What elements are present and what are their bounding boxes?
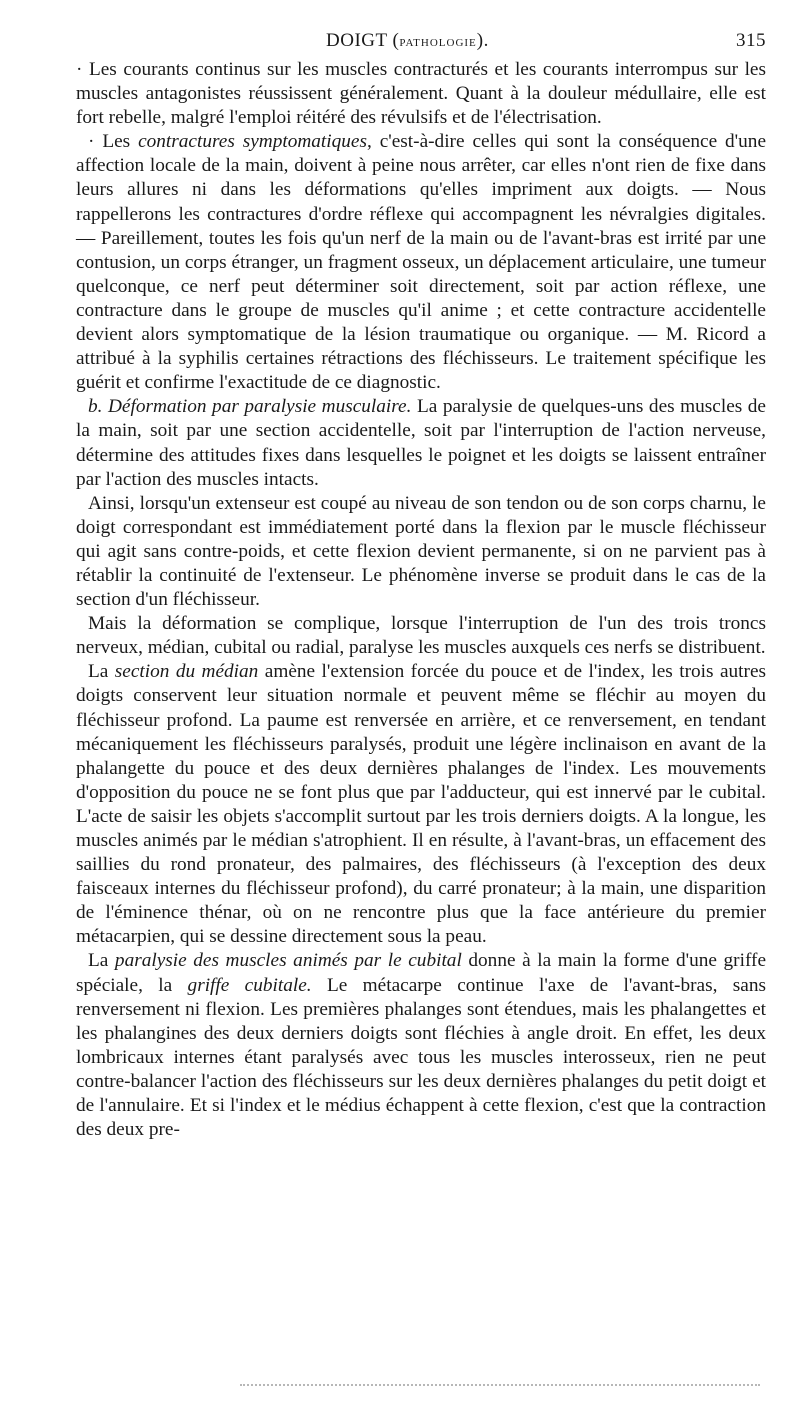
text-run: Mais la déformation se complique, lorsque l'interruption de l'un des trois troncs nerveux, médian, cubital ou radial, paralyse les muscles auxquels ces nerfs se distribuent. <box>76 613 766 659</box>
paragraph <box>76 949 766 1142</box>
document-page <box>76 30 766 1142</box>
text-run: donne à la main la forme d'une griffe spéciale, la <box>76 950 766 996</box>
italic-text: section du médian <box>114 661 259 683</box>
paragraph <box>76 660 766 949</box>
running-title <box>326 30 489 52</box>
title-end: ). <box>476 30 489 51</box>
text-run: La paralysie de quelques-uns des muscles de la main, soit par une section accidentelle, soit par l'interruption de l'action nerveuse, détermine des attitudes fixes dans lesquelles le poignet et les doigts se laissent entraîner par l'action des muscles intacts. <box>76 396 766 490</box>
running-header <box>76 30 766 58</box>
paragraph <box>76 492 766 612</box>
text-run: Ainsi, lorsqu'un extenseur est coupé au niveau de son tendon ou de son corps charnu, le doigt correspondant est immédiatement porté dans la flexion par le muscle fléchisseur qui agit sans contre-poids, et cette flexion devient permanente, si on ne parvient pas à rétablir la continuité de l'extenseur. Le phénomène inverse se produit dans le cas de la section d'un fléchisseur. <box>76 492 766 611</box>
paragraph <box>76 130 766 395</box>
italic-text: b. Déformation par paralysie musculaire. <box>88 396 412 418</box>
title-main: DOIGT ( <box>326 30 400 51</box>
document-body <box>76 58 766 1142</box>
footer-rule <box>240 1384 760 1389</box>
paragraph <box>76 58 766 130</box>
text-run: La <box>88 661 115 683</box>
italic-text: griffe cubitale. <box>187 974 312 996</box>
paragraph <box>76 612 766 660</box>
text-run: , c'est-à-dire celles qui sont la conséquence d'une affection locale de la main, doivent à peine nous arrêter, car elles n'ont rien de fixe dans leurs allures ni dans les déformations qu'elles impriment aux doigts. — Nous rappellerons les contractures d'ordre réflexe qui accompagnent les névralgies digitales. — Pareillement, toutes les fois qu'un nerf de la main ou de l'avant-bras est irrité par une contusion, un corps étranger, un fragment osseux, un déplacement articulaire, une tumeur quelconque, ce nerf peut déterminer soit directement, soit par action réflexe, une contracture dans le groupe de muscles qu'il anime ; et cette contracture accidentelle devient alors symptomatique de la lésion traumatique ou organique. — M. Ricord a attribué à la syphilis certaines rétractions des fléchisseurs. Le traitement spécifique les guérit et confirme l'exactitude de ce diagnostic. <box>76 131 766 394</box>
title-smallcaps: pathologie <box>399 34 477 50</box>
page-number: 315 <box>736 30 766 51</box>
text-run: Le métacarpe continue l'axe de l'avant-bras, sans renversement ni flexion. Les premières phalanges sont étendues, mais les phalangettes et les phalangines des deux derniers doigts sont fléchies à angle droit. En effet, les deux lombricaux internes étant paralysés avec tous les muscles interosseux, rien ne peut contre-balancer l'action des fléchisseurs sur les deux dernières phalanges du petit doigt et de l'annulaire. Et si l'index et le médius échappent à cette flexion, c'est que la contraction des deux pre- <box>76 974 766 1141</box>
text-run: · Les <box>88 131 139 153</box>
text-run: amène l'extension forcée du pouce et de l'index, les trois autres doigts conservent leur situation normale et peuvent même se fléchir au moyen du fléchisseur profond. La paume est renversée en arrière, et ce renversement, en tendant mécaniquement les fléchisseurs paralysés, produit une légère inclinaison en avant de la phalangette du pouce et des deux dernières phalanges de l'index. Les mouvements d'opposition du pouce ne se font plus que par l'adducteur, qui est innervé par le cubital. L'acte de saisir les objets s'accomplit surtout par les trois derniers doigts. A la longue, les muscles animés par le médian s'atrophient. Il en résulte, à l'avant-bras, un effacement des saillies du rond pronateur, des palmaires, des fléchisseurs (à l'exception des deux faisceaux internes du fléchisseur profond), du carré pronateur; à la main, une disparition de l'éminence thénar, où on ne rencontre plus que la face antérieure du premier métacarpien, qui se dessine directement sous la peau. <box>76 661 767 948</box>
paragraph <box>76 395 766 491</box>
text-run: La <box>88 950 115 972</box>
italic-text: contractures symptomatiques <box>138 131 367 153</box>
italic-text: paralysie des muscles animés par le cubital <box>114 950 462 972</box>
text-run: · Les courants continus sur les muscles contracturés et les courants interrompus sur les muscles antagonistes réussissent généralement. Quant à la douleur médullaire, elle est fort rebelle, malgré l'emploi réitéré des révulsifs et de l'électrisation. <box>76 59 766 129</box>
